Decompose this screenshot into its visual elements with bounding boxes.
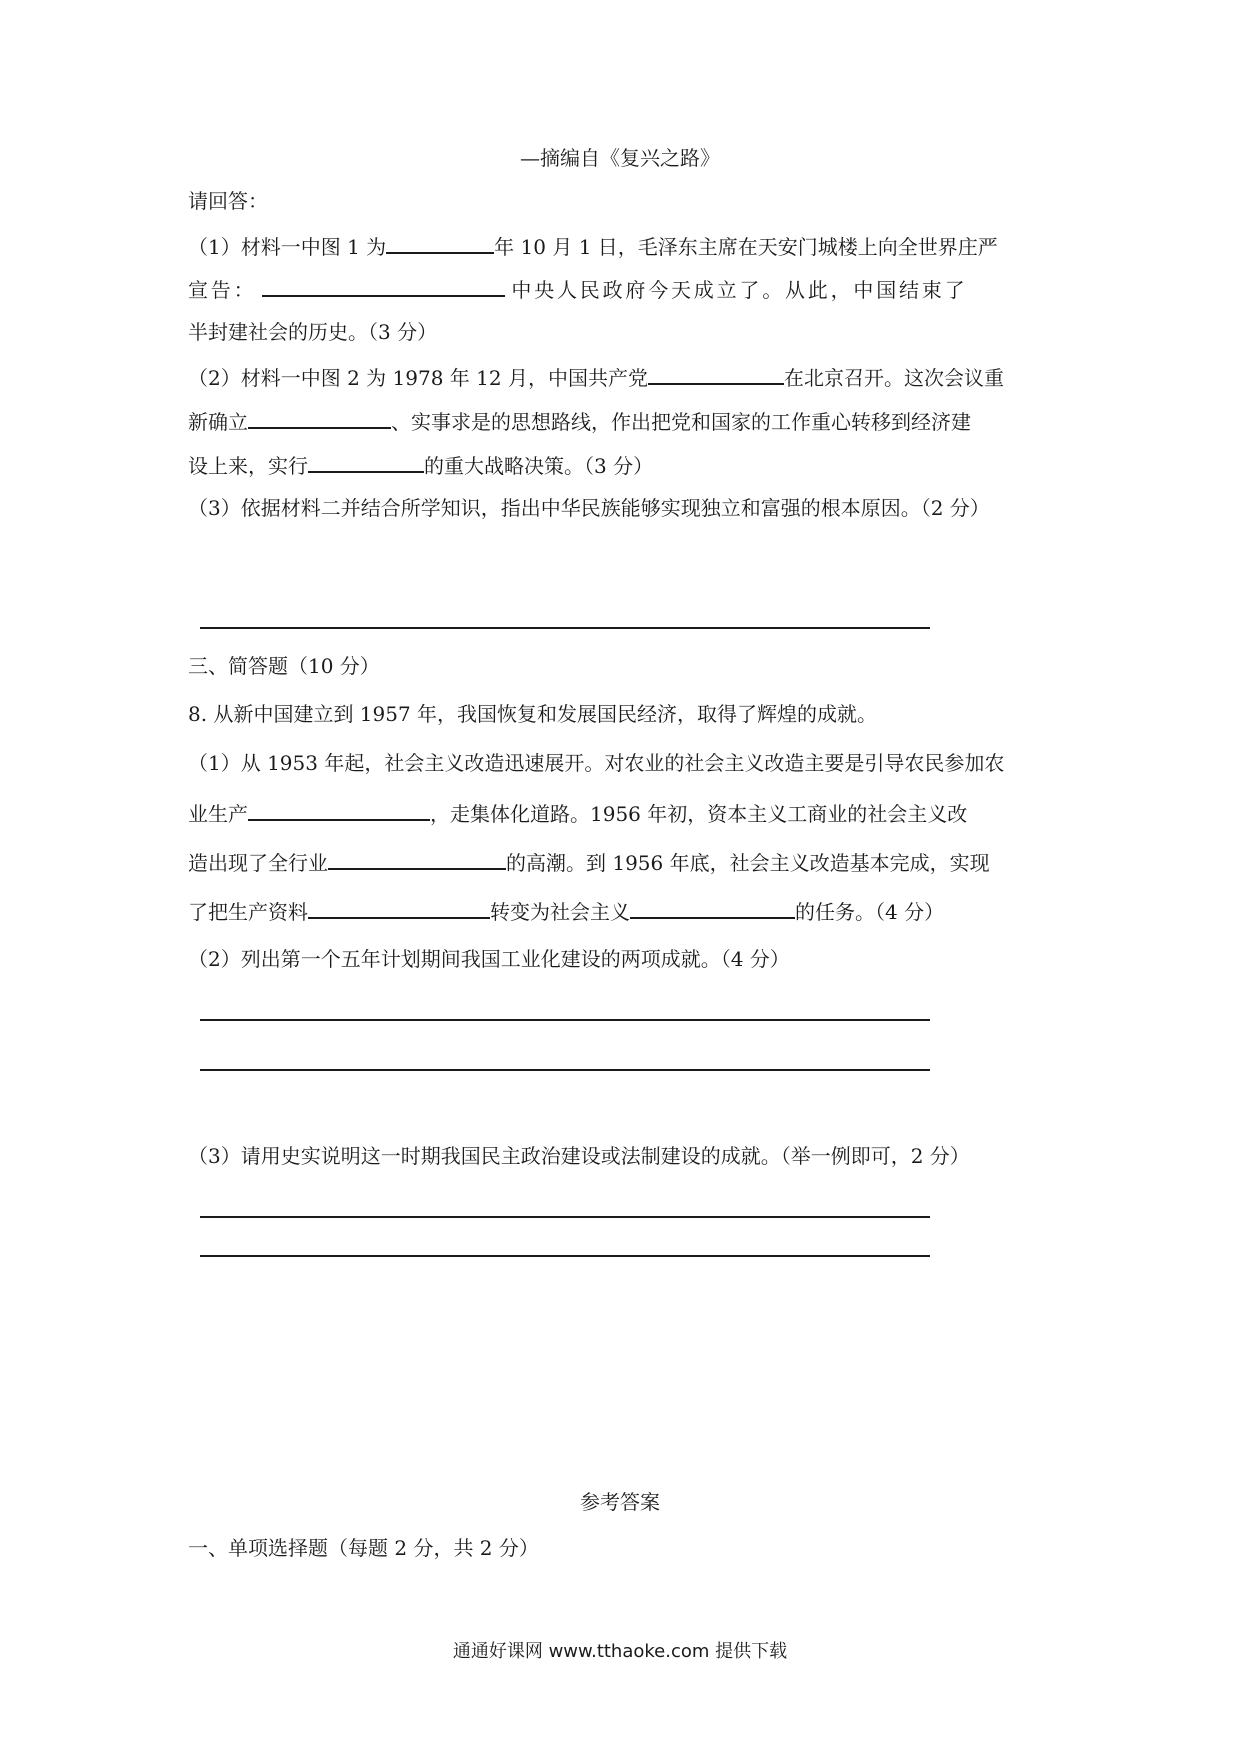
question-8-part-1-line-1: （1）从 1953 年起，社会主义改造迅速展开。对农业的社会主义改造主要是引导农民参加农 xyxy=(188,751,1005,775)
section-3-heading: 三、简答题（10 分） xyxy=(188,654,380,678)
answer-line[interactable] xyxy=(200,1019,930,1021)
answer-blank[interactable] xyxy=(308,895,490,919)
question-8-part-2: （2）列出第一个五年计划期间我国工业化建设的两项成就。（4 分） xyxy=(188,947,790,971)
answer-blank[interactable] xyxy=(630,895,795,919)
question-2-line-2: 新确立 、实事求是的思想路线，作出把党和国家的工作重心转移到经济建 xyxy=(188,405,1058,437)
question-1-line-2: 宣告： 中央人民政府今天成立了。从此，中国结束了 xyxy=(188,273,1058,305)
answer-blank[interactable] xyxy=(328,846,506,870)
answer-line[interactable] xyxy=(200,1255,930,1257)
question-8-part-1-line-4: 了把生产资料 转变为社会主义 的任务。（4 分） xyxy=(188,895,1058,927)
answer-section-1-heading: 一、单项选择题（每题 2 分，共 2 分） xyxy=(188,1536,539,1560)
footer-watermark: 通通好课网 www.tthaoke.com 提供下载 xyxy=(452,1641,788,1662)
answer-blank[interactable] xyxy=(248,797,430,821)
source-citation: —摘编自《复兴之路》 xyxy=(520,146,720,170)
answer-prompt: 请回答： xyxy=(188,189,268,213)
answer-line[interactable] xyxy=(200,1216,930,1218)
answer-blank[interactable] xyxy=(308,449,424,473)
answer-blank[interactable] xyxy=(248,405,391,429)
question-1-line-1: （1）材料一中图 1 为 年 10 月 1 日，毛泽东主席在天安门城楼上向全世界庄严 xyxy=(188,230,1058,262)
answer-key-title: 参考答案 xyxy=(580,1490,660,1514)
answer-line[interactable] xyxy=(200,627,930,629)
question-8-part-1-line-2: 业生产 ，走集体化道路。1956 年初，资本主义工商业的社会主义改 xyxy=(188,797,1058,829)
answer-line[interactable] xyxy=(200,1069,930,1071)
question-8-part-3: （3）请用史实说明这一时期我国民主政治建设或法制建设的成就。（举一例即可，2 分） xyxy=(188,1144,970,1168)
question-3: （3）依据材料二并结合所学知识，指出中华民族能够实现独立和富强的根本原因。（2 分） xyxy=(188,496,990,520)
question-1-line-3: 半封建社会的历史。（3 分） xyxy=(188,320,438,344)
question-8-part-1-line-3: 造出现了全行业 的高潮。到 1956 年底，社会主义改造基本完成，实现 xyxy=(188,846,1058,878)
question-2-line-1: （2）材料一中图 2 为 1978 年 12 月，中国共产党 在北京召开。这次会议重 xyxy=(188,361,1058,393)
question-8-stem: 8. 从新中国建立到 1957 年，我国恢复和发展国民经济，取得了辉煌的成就。 xyxy=(188,702,878,726)
answer-blank[interactable] xyxy=(262,273,505,297)
answer-blank[interactable] xyxy=(386,230,494,254)
question-2-line-3: 设上来，实行 的重大战略决策。（3 分） xyxy=(188,449,1058,481)
answer-blank[interactable] xyxy=(648,361,784,385)
